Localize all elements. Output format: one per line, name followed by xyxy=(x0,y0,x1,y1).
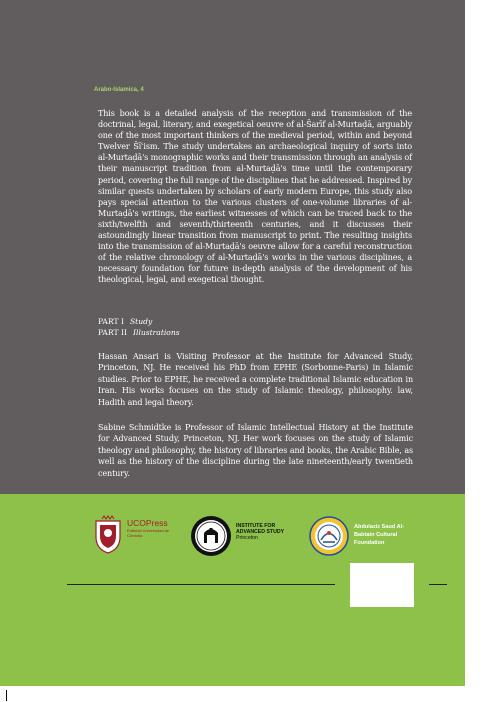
part-item xyxy=(98,317,418,328)
babtain-logo xyxy=(308,515,418,557)
babtain-emblem-icon xyxy=(308,515,350,557)
crop-mark xyxy=(6,690,7,701)
ias-place: Princeton xyxy=(236,535,258,541)
ucopress-name: UCOPress xyxy=(127,518,168,528)
book-description: This book is a detailed analysis of the reception and transmission of the doctrinal, legal, literary, and exegetical oeuvre of al-Šarīf al-Murtaḍā, arguably one of the most important thinkers of the medieval period, within and beyond Twelver Šīʿism. The study undertakes an archaeological inquiry of sorts into al-Murtaḍā's monographic works and their transmission through an analysis of their manuscript tradition from al-Murtaḍā's time until the contemporary period, covering the full range of the disciplines that he addressed. Inspired by similar quests undertaken by scholars of early modern Europe, this study also pays special attention to the various clusters of one-volume libraries of al-Murtaḍā's writings, the earliest witnesses of which can be traced back to the sixth/twelfth and seventh/thirteenth centuries, and it discusses their astoundingly linear transition from manuscript to print. The resulting insights into the transmission of al-Murtaḍā's oeuvre allow for a careful reconstruction of the relative chronology of al-Murtaḍā's works in the various disciplines, a necessary foundation for future in-depth analysis of the development of his theological, legal, and exegetical thought. xyxy=(98,108,412,285)
part-title: Illustrations xyxy=(132,327,180,337)
series-label: Arabo-Islamica, 4 xyxy=(94,87,144,93)
divider-left xyxy=(67,584,335,585)
part-title: Study xyxy=(129,317,153,326)
author-bio-schmidtke: Sabine Schmidtke is Professor of Islamic Intellectual History at the Institute for Advanced Study, Princeton, NJ. Her work focuses on the study of Islamic theology and philosophy, the history of libraries and books, the Arabic Bible, as well as the history of the discipline during the late nineteenth/early twentieth century. xyxy=(98,423,413,478)
ucopress-subtitle: Editorial Universidad de Córdoba xyxy=(127,528,170,538)
ias-title: INSTITUTE FOR ADVANCED STUDY xyxy=(236,523,285,535)
divider-right xyxy=(429,584,447,585)
barcode-area xyxy=(350,563,414,607)
babtain-name: Abdulaziz Saud Al-Babtain Cultural Foundation xyxy=(354,524,405,546)
ias-name xyxy=(236,523,300,541)
part-label: PART II xyxy=(98,327,127,337)
ucopress-logo xyxy=(92,515,176,555)
ias-logo xyxy=(190,515,300,557)
part-item xyxy=(98,328,418,339)
part-label: PART I xyxy=(98,317,124,326)
parts-list xyxy=(98,317,418,338)
ias-seal-icon xyxy=(190,515,232,557)
author-bio-ansari: Hassan Ansari is Visiting Professor at the Institute for Advanced Study, Princeton, NJ. He received his PhD from EPHE (Sorbonne-Paris) in Islamic studies. Prior to EPHE, he received a complete traditional Islamic education in Iran. His works focuses on the study of Islamic theology, philosophy. law, Hadith and legal theory. xyxy=(98,352,413,407)
ucopress-crest-icon xyxy=(92,515,124,555)
